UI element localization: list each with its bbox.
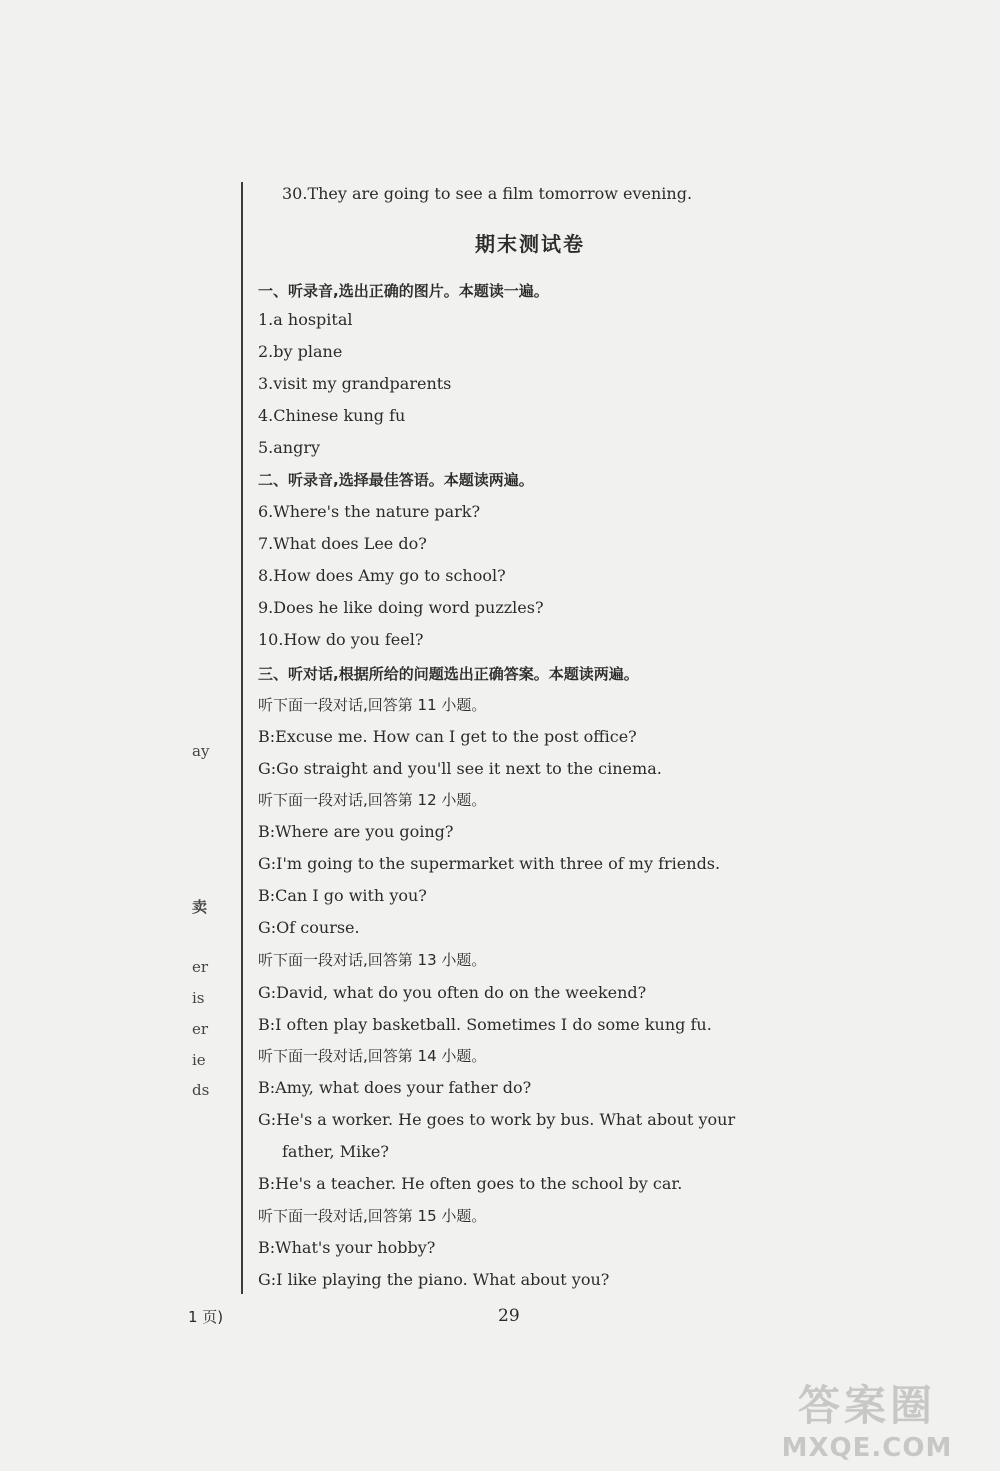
dialogue-line: G:I like playing the piano. What about you? xyxy=(258,1270,610,1289)
dialogue-14-intro: 听下面一段对话,回答第 14 小题。 xyxy=(258,1047,487,1065)
left-page-fragment: ds xyxy=(192,1081,210,1099)
page-gutter-rule xyxy=(241,182,243,1294)
watermark-text: 答案圈 xyxy=(797,1381,936,1430)
left-page-number-fragment: 1 页) xyxy=(188,1308,224,1326)
page-title: 期末测试卷 xyxy=(475,232,585,256)
dialogue-line: father, Mike? xyxy=(282,1142,389,1161)
list-item: 7.What does Lee do? xyxy=(258,534,427,553)
dialogue-line: G:I'm going to the supermarket with three of my friends. xyxy=(258,854,721,873)
list-item: 2.by plane xyxy=(258,342,343,361)
dialogue-line: G:Of course. xyxy=(258,918,360,937)
list-item: 1.a hospital xyxy=(258,310,353,329)
page-number: 29 xyxy=(498,1306,520,1326)
left-page-fragment: is xyxy=(192,989,205,1007)
dialogue-line: B:Can I go with you? xyxy=(258,886,427,905)
left-page-fragment: er xyxy=(192,1020,209,1038)
section-3-heading: 三、听对话,根据所给的问题选出正确答案。本题读两遍。 xyxy=(258,665,639,683)
list-item: 3.visit my grandparents xyxy=(258,374,452,393)
watermark-logo xyxy=(752,1373,982,1463)
left-page-fragment: er xyxy=(192,958,209,976)
dialogue-line: G:He's a worker. He goes to work by bus. What about your xyxy=(258,1110,736,1129)
left-page-fragment: ay xyxy=(192,742,210,760)
dialogue-line: B:Amy, what does your father do? xyxy=(258,1078,532,1097)
list-item: 6.Where's the nature park? xyxy=(258,502,481,521)
list-item: 9.Does he like doing word puzzles? xyxy=(258,598,544,617)
dialogue-15-intro: 听下面一段对话,回答第 15 小题。 xyxy=(258,1207,487,1225)
left-page-fragment: 卖 xyxy=(192,898,208,916)
list-item: 5.angry xyxy=(258,438,321,457)
list-item: 8.How does Amy go to school? xyxy=(258,566,506,585)
dialogue-line: G:Go straight and you'll see it next to the cinema. xyxy=(258,759,662,778)
dialogue-line: B:Where are you going? xyxy=(258,822,454,841)
left-page-fragment: ie xyxy=(192,1051,206,1069)
list-item: 10.How do you feel? xyxy=(258,630,424,649)
dialogue-line: B:Excuse me. How can I get to the post office? xyxy=(258,727,637,746)
dialogue-line: B:He's a teacher. He often goes to the school by car. xyxy=(258,1174,683,1193)
dialogue-line: B:What's your hobby? xyxy=(258,1238,436,1257)
dialogue-line: B:I often play basketball. Sometimes I do some kung fu. xyxy=(258,1015,712,1034)
answer-line-30: 30.They are going to see a film tomorrow evening. xyxy=(282,184,693,203)
dialogue-12-intro: 听下面一段对话,回答第 12 小题。 xyxy=(258,791,487,809)
dialogue-line: G:David, what do you often do on the weekend? xyxy=(258,983,647,1002)
dialogue-13-intro: 听下面一段对话,回答第 13 小题。 xyxy=(258,951,487,969)
list-item: 4.Chinese kung fu xyxy=(258,406,406,425)
section-1-heading: 一、听录音,选出正确的图片。本题读一遍。 xyxy=(258,282,549,300)
dialogue-11-intro: 听下面一段对话,回答第 11 小题。 xyxy=(258,696,487,714)
watermark-url: MXQE.COM xyxy=(781,1433,953,1463)
section-2-heading: 二、听录音,选择最佳答语。本题读两遍。 xyxy=(258,471,534,489)
